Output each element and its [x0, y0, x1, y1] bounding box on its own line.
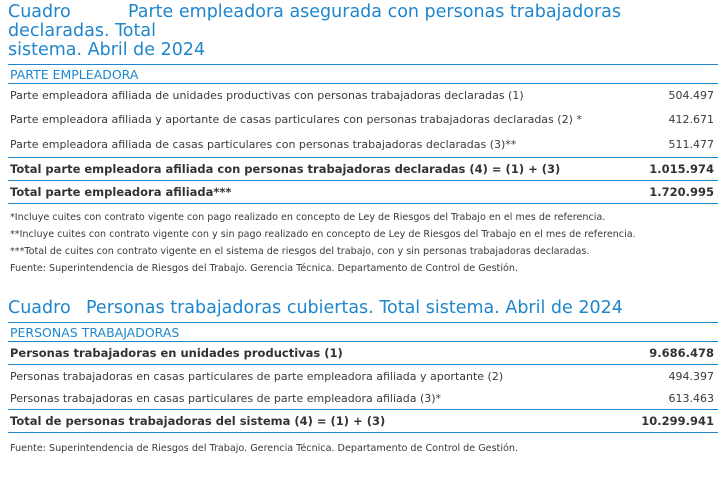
row-label: Personas trabajadoras en casas particulares de parte empleadora afiliada y aportante (2)	[10, 369, 504, 383]
footnote: *Incluye cuites con contrato vigente con pago realizado en concepto de Ley de Riesgos del Trabajo en el mes de referencia.	[10, 212, 606, 223]
table1-title-line1: Parte empleadora asegurada con personas trabajadoras declaradas. Total	[8, 2, 621, 41]
footnote: ***Total de cuites con contrato vigente en el sistema de riesgos del trabajo, con y sin personas trabajadoras declaradas.	[10, 246, 590, 257]
table2-title	[8, 299, 718, 318]
row-label: Parte empleadora afiliada y aportante de casas particulares con personas trabajadoras declaradas (2) *	[10, 112, 582, 126]
table-row	[8, 387, 718, 409]
row-value: 9.686.478	[649, 346, 714, 360]
row-label: Parte empleadora afiliada de unidades productivas con personas trabajadoras declaradas (1)	[10, 88, 524, 102]
row-value: 1.015.974	[649, 162, 714, 176]
row-label: Personas trabajadoras en casas particulares de parte empleadora afiliada (3)*	[10, 391, 442, 405]
table1-label: Cuadro	[8, 2, 71, 22]
row-value: 1.720.995	[649, 185, 714, 199]
row-value: 494.397	[668, 369, 714, 383]
source-note: Fuente: Superintendencia de Riesgos del Trabajo. Gerencia Técnica. Departamento de Control de Gestión.	[10, 443, 518, 454]
table1-title	[8, 3, 718, 60]
table1-title-line2: sistema. Abril de 2024	[8, 40, 206, 60]
row-label: Total parte empleadora afiliada***	[10, 185, 232, 199]
row-value: 412.671	[668, 112, 714, 126]
table-row-total	[8, 180, 718, 204]
table1-section-header: PARTE EMPLEADORA	[8, 64, 718, 84]
row-value: 613.463	[668, 391, 714, 405]
table-row-total	[8, 157, 718, 180]
table-row	[8, 106, 718, 132]
table2-title-text: Personas trabajadoras cubiertas. Total sistema. Abril de 2024	[86, 298, 623, 318]
row-value: 10.299.941	[641, 414, 714, 428]
row-label: Total de personas trabajadoras del sistema (4) = (1) + (3)	[10, 414, 386, 428]
row-label: Parte empleadora afiliada de casas particulares con personas trabajadoras declaradas (3)**	[10, 138, 517, 151]
row-label: Personas trabajadoras en unidades productivas (1)	[10, 346, 343, 360]
table-row-total	[8, 342, 718, 364]
row-value: 504.497	[668, 88, 714, 102]
table2-section-header: PERSONAS TRABAJADORAS	[8, 322, 718, 342]
footnote: **Incluye cuites con contrato vigente con y sin pago realizado en concepto de Ley de Riesgos del Trabajo en el mes de referencia.	[10, 229, 636, 240]
document	[8, 0, 718, 457]
table-row	[8, 364, 718, 387]
row-value: 511.477	[668, 138, 714, 151]
table-row	[8, 84, 718, 106]
table1-notes	[8, 209, 718, 277]
table2-label: Cuadro	[8, 298, 71, 318]
table-row-total	[8, 409, 718, 433]
table-row	[8, 132, 718, 157]
source-note: Fuente: Superintendencia de Riesgos del Trabajo. Gerencia Técnica. Departamento de Control de Gestión.	[10, 263, 518, 274]
row-label: Total parte empleadora afiliada con personas trabajadoras declaradas (4) = (1) + (3)	[10, 162, 561, 176]
